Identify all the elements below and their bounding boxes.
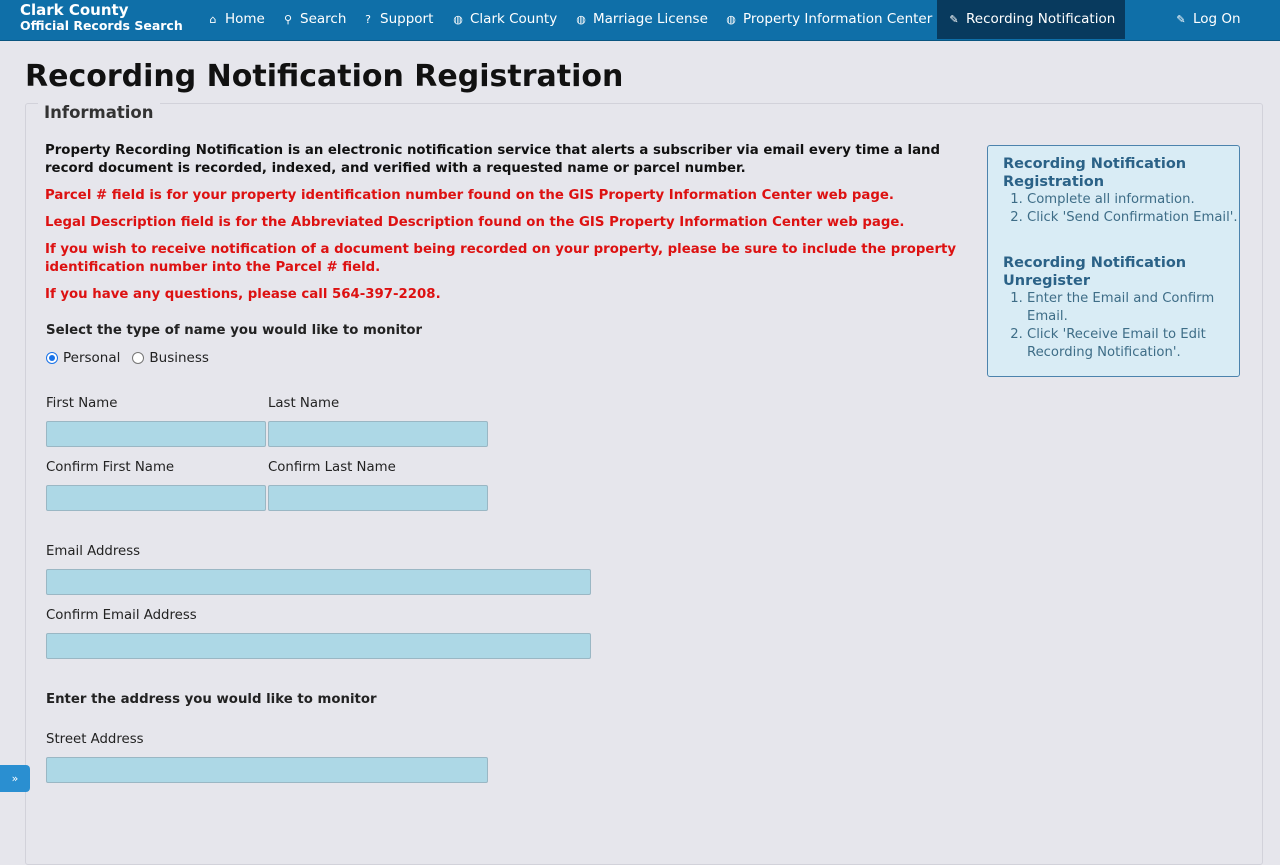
list-item: 2. Click 'Send Confirmation Email'. xyxy=(1027,209,1257,227)
brand-logo[interactable] xyxy=(20,3,183,33)
email-label: Email Address xyxy=(46,544,141,559)
last-name-label: Last Name xyxy=(268,396,340,411)
confirm-last-name-input[interactable] xyxy=(268,485,488,511)
globe-icon: ◍ xyxy=(453,13,463,26)
help-unregister-steps xyxy=(988,290,1257,362)
name-type-prompt: Select the type of name you would like to monitor xyxy=(46,323,423,338)
confirm-first-name-input[interactable] xyxy=(46,485,266,511)
first-name-label: First Name xyxy=(46,396,118,411)
nav-label: Log On xyxy=(1193,11,1241,27)
nav-support[interactable] xyxy=(361,0,433,39)
help-unregister-section xyxy=(1003,254,1233,360)
confirm-last-name-label: Confirm Last Name xyxy=(268,460,396,475)
nav-property-information-center[interactable] xyxy=(724,0,932,39)
legal-description-note: Legal Description field is for the Abbreviated Description found on the GIS Property Information Center web page. xyxy=(45,215,905,230)
search-icon: ⚲ xyxy=(283,13,293,26)
confirm-email-input[interactable] xyxy=(46,633,591,659)
brand-title: Clark County xyxy=(20,1,129,19)
list-item: 2. Click 'Receive Email to Edit Recording Notification'. xyxy=(1027,326,1257,362)
parcel-note: Parcel # field is for your property identification number found on the GIS Property Information Center web page. xyxy=(45,188,894,203)
first-name-input[interactable] xyxy=(46,421,266,447)
help-panel xyxy=(987,145,1240,377)
name-type-radio-group xyxy=(46,350,221,366)
street-address-input[interactable] xyxy=(46,757,488,783)
radio-label: Business xyxy=(149,350,209,366)
globe-icon: ◍ xyxy=(726,13,736,26)
nav-marriage-license[interactable] xyxy=(574,0,708,39)
last-name-input[interactable] xyxy=(268,421,488,447)
question-icon: ? xyxy=(365,13,371,26)
nav-log-on[interactable] xyxy=(1174,0,1241,39)
address-prompt: Enter the address you would like to monitor xyxy=(46,692,377,707)
brand-subtitle: Official Records Search xyxy=(20,18,183,33)
nav-label: Support xyxy=(380,11,434,27)
nav-label: Clark County xyxy=(470,11,558,27)
fieldset-legend: Information xyxy=(38,102,160,124)
nav-label: Marriage License xyxy=(593,11,708,27)
radio-button-checked[interactable] xyxy=(46,352,58,364)
page-title: Recording Notification Registration xyxy=(25,59,624,94)
list-item: 1. Complete all information. xyxy=(1027,191,1257,209)
nav-label: Search xyxy=(300,11,347,27)
help-register-title: Recording Notification Registration xyxy=(1003,156,1187,190)
home-icon: ⌂ xyxy=(209,13,217,26)
radio-business[interactable] xyxy=(132,350,209,366)
email-input[interactable] xyxy=(46,569,591,595)
radio-personal[interactable] xyxy=(46,350,120,366)
intro-paragraph: Property Recording Notification is an electronic notification service that alerts a subscriber via email every time a land record document is recorded, indexed, and verified with a requested name or parcel number. xyxy=(45,143,941,176)
top-navbar xyxy=(0,0,1280,41)
confirm-first-name-label: Confirm First Name xyxy=(46,460,175,475)
pencil-icon: ✎ xyxy=(1176,13,1186,26)
list-item: 1. Enter the Email and Confirm Email. xyxy=(1027,290,1257,326)
nav-search[interactable] xyxy=(281,0,346,39)
nav-home[interactable] xyxy=(206,0,265,39)
nav-clark-county[interactable] xyxy=(451,0,557,39)
street-address-label: Street Address xyxy=(46,732,144,747)
radio-label: Personal xyxy=(63,350,121,366)
sidebar-toggle-button[interactable]: » xyxy=(0,765,30,792)
nav-recording-notification[interactable] xyxy=(937,0,1125,39)
confirm-email-label: Confirm Email Address xyxy=(46,608,197,623)
wrench-icon: ✎ xyxy=(949,13,959,26)
contact-note: If you have any questions, please call 564-397-2208. xyxy=(45,287,441,302)
nav-label: Property Information Center xyxy=(743,11,933,27)
globe-icon: ◍ xyxy=(576,13,586,26)
property-id-note: If you wish to receive notification of a document being recorded on your property, please be sure to include the property identification number into the Parcel # field. xyxy=(45,242,957,275)
help-unregister-title: Recording Notification Unregister xyxy=(1003,255,1187,289)
nav-label: Recording Notification xyxy=(966,11,1116,27)
nav-label: Home xyxy=(225,11,265,27)
radio-button[interactable] xyxy=(132,352,144,364)
help-register-section xyxy=(1003,155,1238,225)
help-register-steps xyxy=(988,191,1257,227)
